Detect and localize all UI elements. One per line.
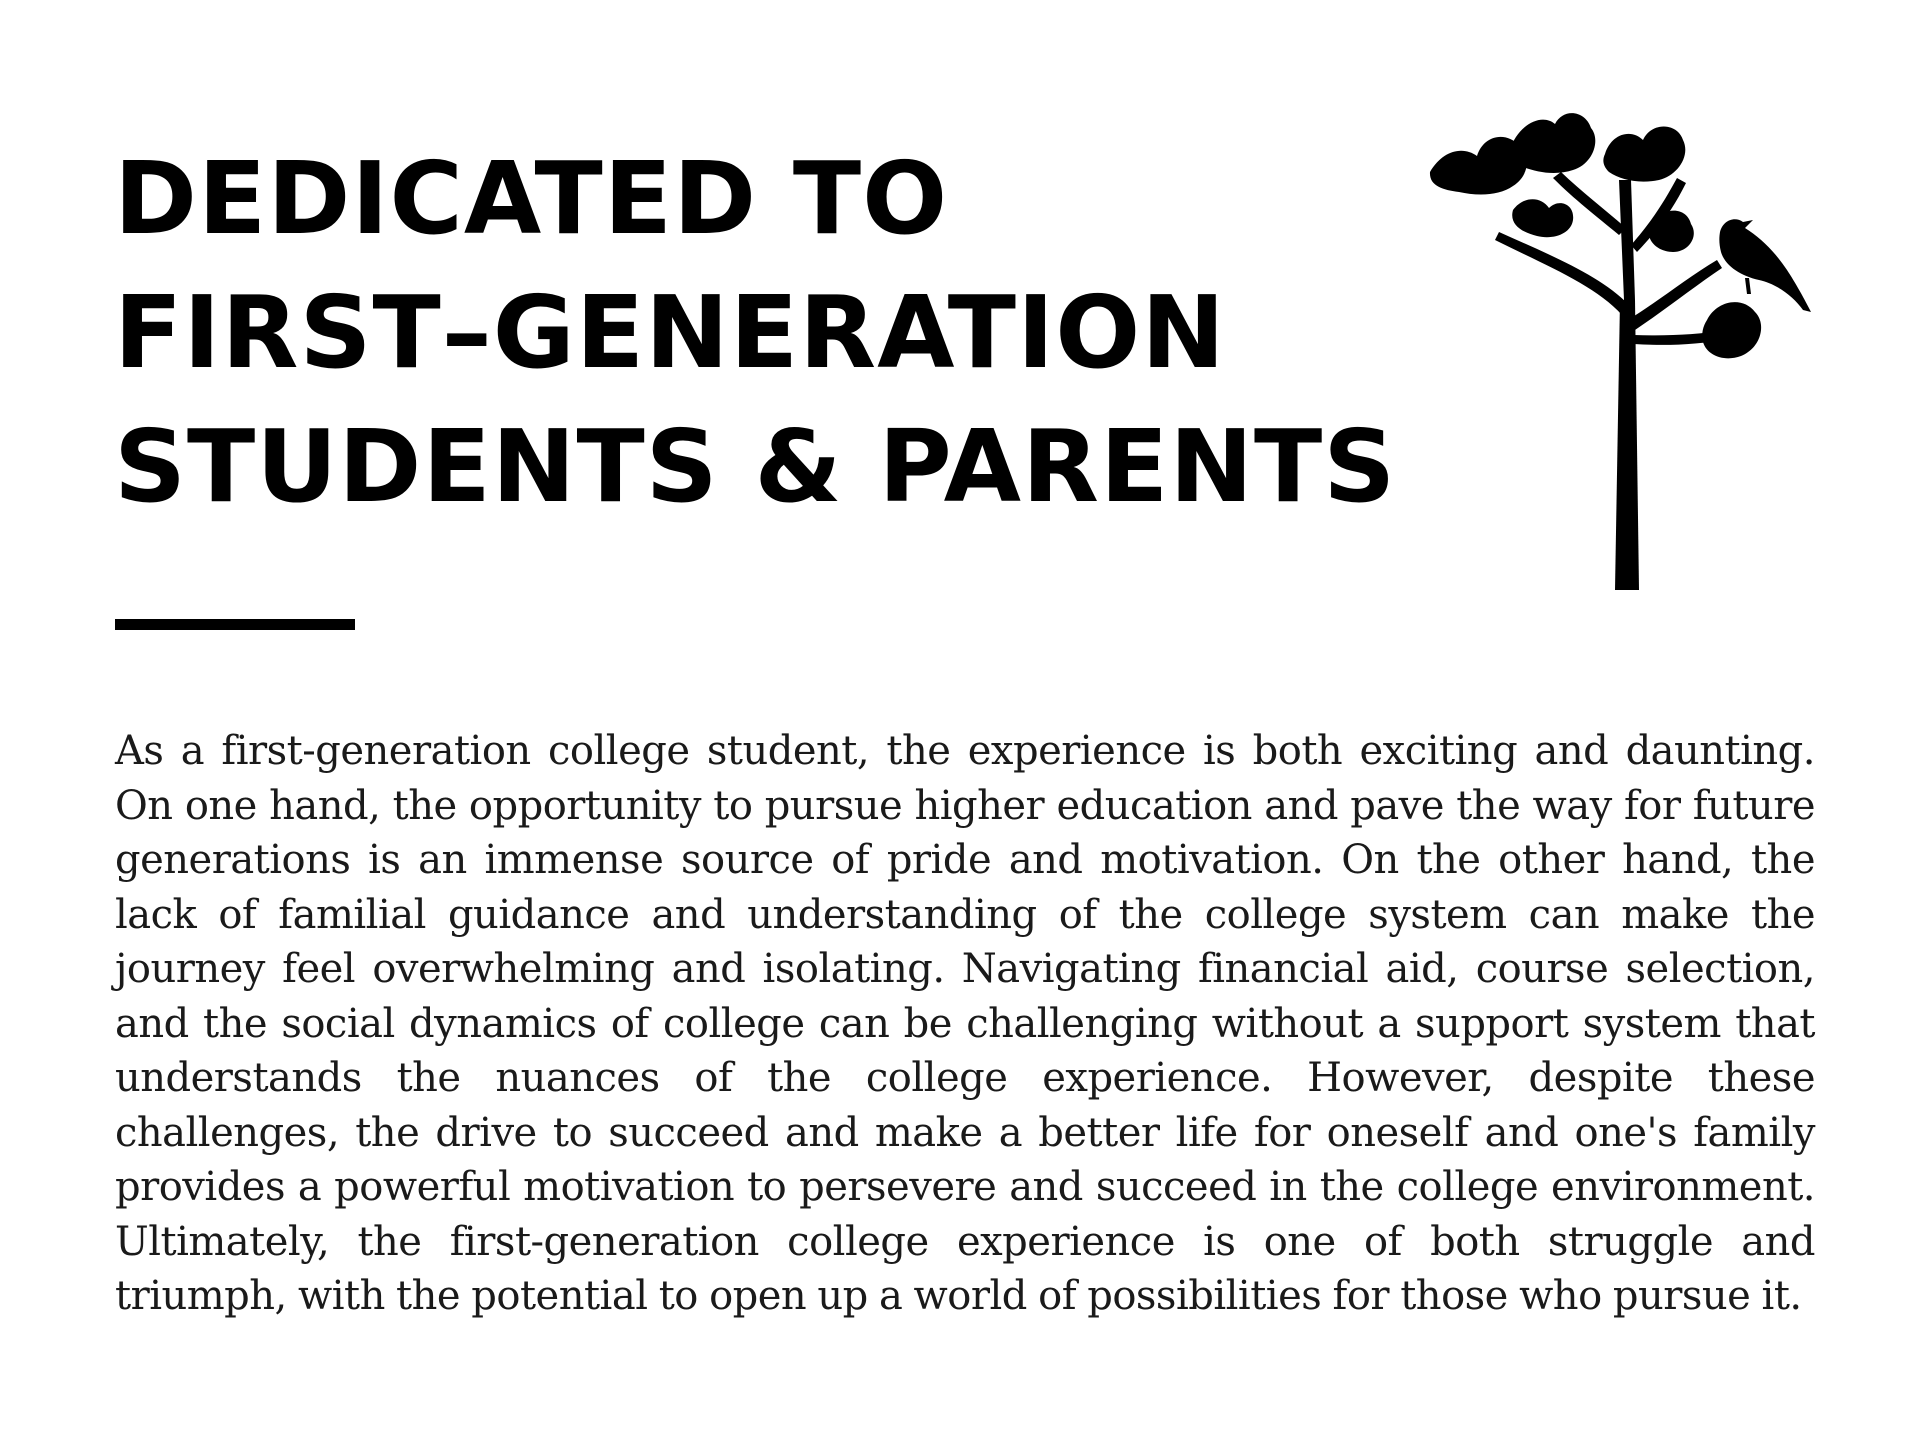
title-line-3: STUDENTS & PARENTS (114, 408, 1397, 525)
title-line-2: FIRST–GENERATION (114, 274, 1226, 391)
title-line-1: DEDICATED TO (114, 140, 949, 257)
title-divider (115, 619, 355, 630)
tree-with-bird-icon (1425, 100, 1825, 600)
body-paragraph: As a first-generation college student, the experience is both exciting and daunting. On one hand, the opportunity to pursue higher education and pave the way for future generations is an immense source of pride and motivation. On the other hand, the lack of familial guidance and understanding of the college system can make the journey feel overwhelming and isolating. Navigating financial aid, course selection, and the social dynamics of college can be challenging without a support system that understands the nuances of the college experience. However, despite these challenges, the drive to succeed and make a better life for oneself and one's family provides a powerful motivation to persevere and succeed in the college environment. Ultimately, the first-generation college experience is one of both struggle and triumph, with the potential to open up a world of possibilities for those who pursue it. (115, 728, 1815, 1319)
page-title (114, 132, 1396, 534)
